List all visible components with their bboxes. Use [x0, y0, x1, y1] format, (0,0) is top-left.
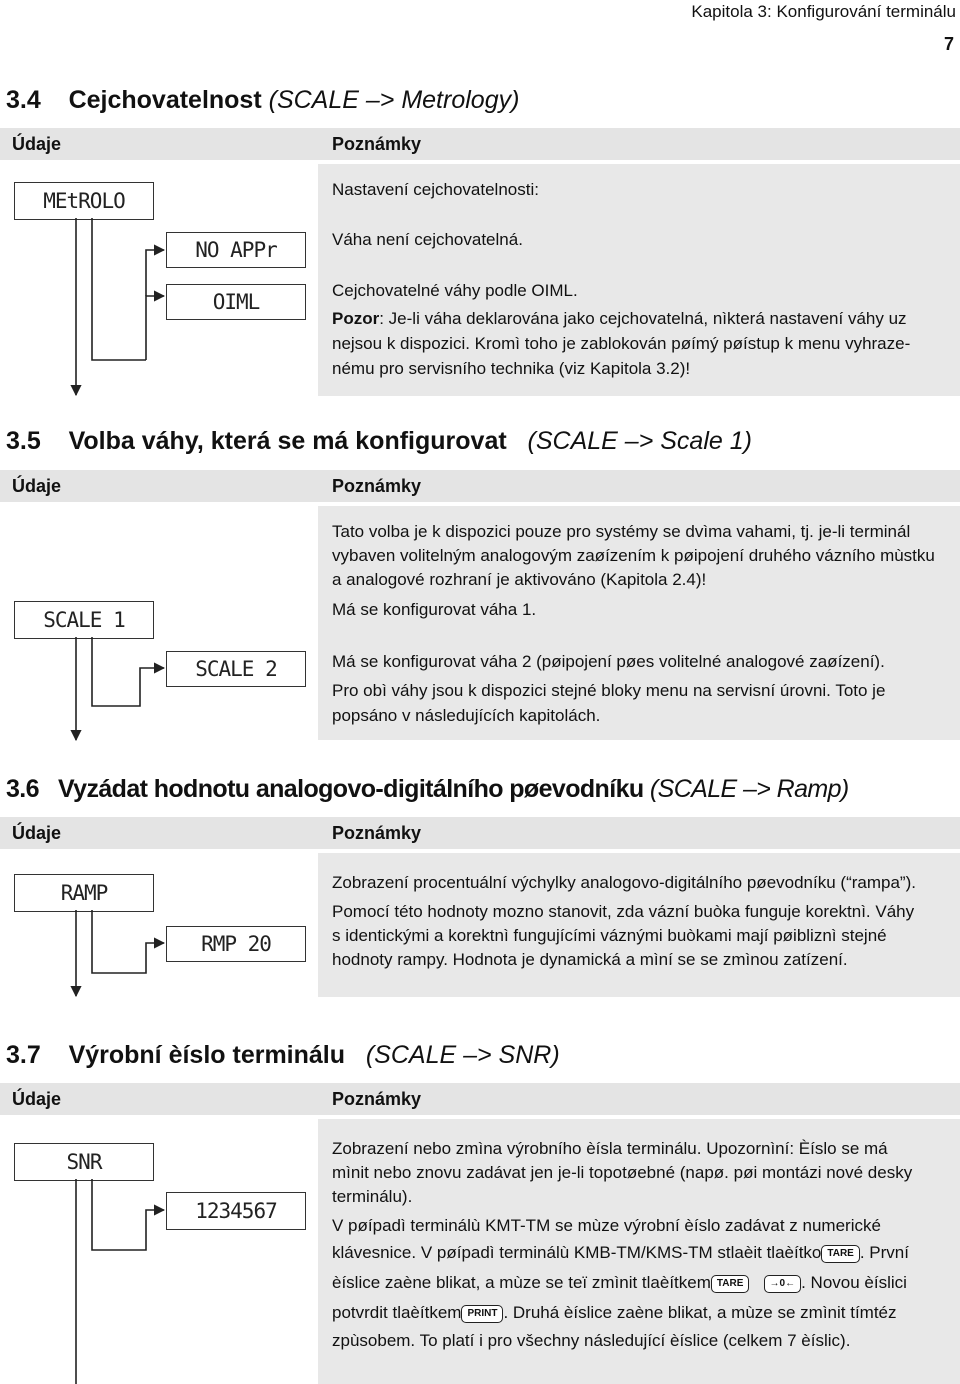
section-path: (SCALE –> SNR): [365, 1041, 560, 1069]
note-text: V pøípadì terminálù KMT-TM se mùze výrobní èíslo zadávat z numerické: [332, 1216, 881, 1235]
note-text: mìnit nebo znovu zadávat jen je-li topotøebné (napø. pøi montázi nové desky: [332, 1163, 913, 1182]
note-text: Zobrazení procentuální výchylky analogovo-digitálního pøevodníku (“rampa”).: [332, 873, 916, 892]
col-notes: Poznámky: [332, 476, 422, 496]
display-box: 1234567: [166, 1192, 306, 1230]
note-text: terminálu).: [332, 1187, 413, 1206]
col-data: Údaje: [12, 134, 62, 154]
note-fragment: . Novou èíslici: [801, 1273, 907, 1292]
warning-text: : Je-li váha deklarována jako cejchovatelná, nìkterá nastavení váhy uz: [379, 309, 907, 328]
section-number: 3.7: [6, 1041, 41, 1069]
note-text: Váha není cejchovatelná.: [332, 230, 523, 249]
note-text: a analogové rozhraní je aktivováno (Kapitola 2.4)!: [332, 570, 707, 589]
print-key-icon: PRINT: [461, 1305, 503, 1323]
connector-line: [146, 296, 164, 360]
section-path: (SCALE –> Ramp): [649, 775, 849, 803]
note-text: nejsou k dispozici. Kromì toho je zablokován pøímý pøístup k menu vyhraze-: [332, 334, 911, 353]
section-number: 3.5: [6, 427, 41, 455]
connector-line: [92, 218, 146, 360]
note-text: popsáno v následujících kapitolách.: [332, 706, 601, 725]
note-fragment: potvrdit tlaèítkem: [332, 1303, 462, 1322]
section-name: Vyzádat hodnotu analogovo-digitálního pøevodníku: [58, 775, 644, 803]
display-box: MEtROLO: [14, 182, 154, 220]
section-number: 3.4: [6, 86, 41, 114]
note-text: Zobrazení nebo zmìna výrobního èísla terminálu. Upozornìní: Èíslo se má: [332, 1139, 888, 1158]
note-text: vybaven volitelným analogovým zaøízením k pøipojení druhého vázního mùstku: [332, 546, 935, 565]
col-data: Údaje: [12, 823, 62, 843]
chapter-header: Kapitola 3: Konfigurování terminálu: [691, 2, 956, 21]
note-fragment: klávesnice. V pøípadì terminálù KMB-TM/KMS-TM stlaèit tlaèítko: [332, 1243, 822, 1262]
section-path: (SCALE –> Scale 1): [527, 427, 752, 455]
col-notes: Poznámky: [332, 134, 422, 154]
note-text: Má se konfigurovat váha 2 (pøipojení pøes volitelné analogové zaøízení).: [332, 652, 885, 671]
note-fragment: . Druhá èíslice zaène blikat, a mùze se zmìnit tímtéz: [503, 1303, 897, 1322]
display-box: RAMP: [14, 874, 154, 912]
note-text: s identickými a korektnì fungujícími váznými buòkami mají pøibliznì stejné: [332, 926, 887, 945]
note-text: hodnoty rampy. Hodnota je dynamická a mìní se se zmìnou zatízení.: [332, 950, 848, 969]
note-fragment: . První: [859, 1243, 909, 1262]
zero-key-icon: →0←: [764, 1275, 802, 1293]
note-text: nému pro servisního technika (viz Kapitola 3.2)!: [332, 359, 691, 378]
section-path: (SCALE –> Metrology): [268, 86, 520, 114]
col-data: Údaje: [12, 476, 62, 496]
connector-line: [92, 637, 164, 706]
section-name: Cejchovatelnost: [68, 86, 262, 114]
connector-line: [92, 910, 164, 973]
connector-line: [92, 1179, 164, 1250]
warning-label: Pozor: [332, 309, 380, 328]
page-number: 7: [943, 34, 954, 54]
section-number: 3.6: [6, 775, 39, 803]
display-box: SNR: [14, 1143, 154, 1181]
section-name: Výrobní èíslo terminálu: [68, 1041, 346, 1069]
col-notes: Poznámky: [332, 1089, 422, 1109]
col-data: Údaje: [12, 1089, 62, 1109]
display-box: SCALE 1: [14, 601, 154, 639]
display-box: NO APPr: [166, 232, 306, 268]
display-box: RMP 20: [166, 926, 306, 962]
note-text: Nastavení cejchovatelnosti:: [332, 180, 539, 199]
note-text: Cejchovatelné váhy podle OIML.: [332, 281, 578, 300]
note-text: zpùsobem. To platí i pro všechny následující èíslice (celkem 7 èíslic).: [332, 1331, 851, 1350]
tare-key-icon: TARE: [821, 1245, 859, 1263]
note-fragment: èíslice zaène blikat, a mùze se teï zmìnit tlaèítkem: [332, 1273, 711, 1292]
display-box: SCALE 2: [166, 651, 306, 687]
note-text: Pomocí této hodnoty mozno stanovit, zda vázní buòka funguje korektnì. Váhy: [332, 902, 915, 921]
connector-line: [146, 250, 164, 296]
note-text: Tato volba je k dispozici pouze pro systémy se dvìma vahami, tj. je-li terminál: [332, 522, 911, 541]
tare-key-icon: TARE: [711, 1275, 749, 1293]
display-box: OIML: [166, 284, 306, 320]
note-text: Má se konfigurovat váha 1.: [332, 600, 537, 619]
note-text: Pro obì váhy jsou k dispozici stejné bloky menu na servisní úrovni. Toto je: [332, 681, 886, 700]
col-notes: Poznámky: [332, 823, 422, 843]
section-name: Volba váhy, která se má konfigurovat: [68, 427, 507, 455]
